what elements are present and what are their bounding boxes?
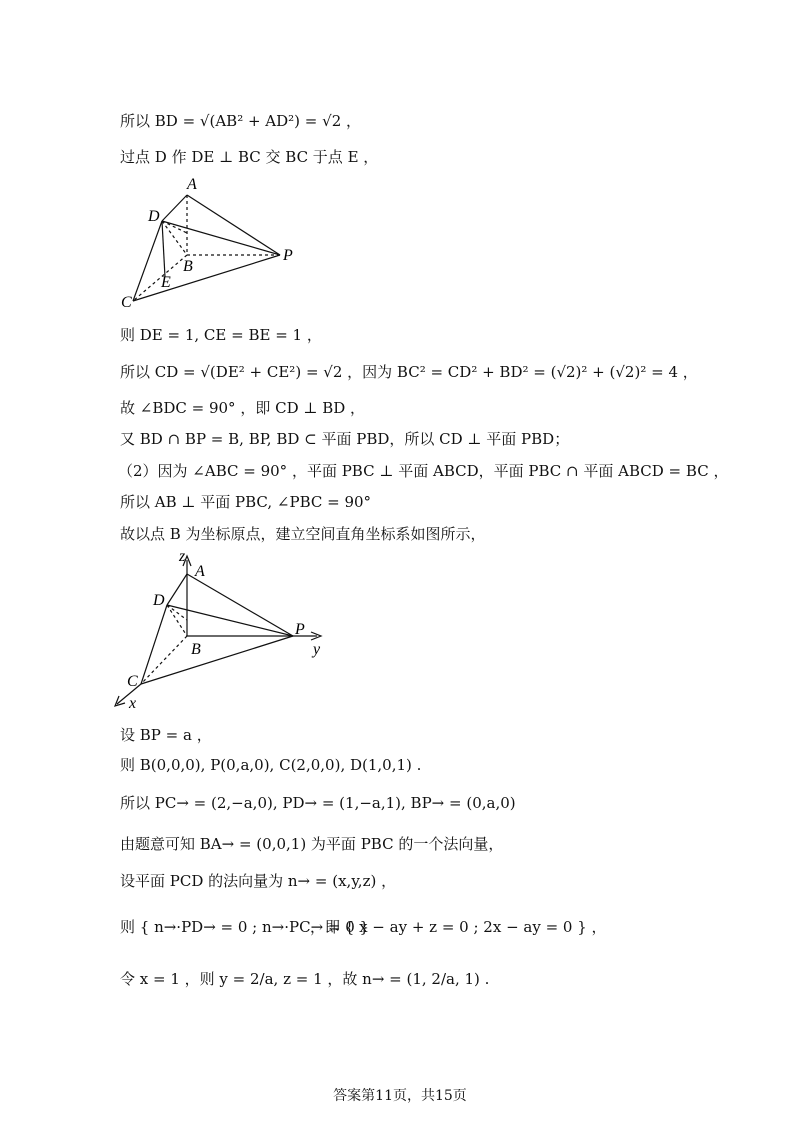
text-line-8: 所以 AB ⊥ 平面 PBC, ∠PBC = 90° <box>120 493 372 511</box>
label-B: B <box>191 641 201 658</box>
page-footer: 答案第11页，共15页 <box>333 1088 467 1104</box>
text-line-2: 过点 D 作 DE ⊥ BC 交 BC 于点 E ， <box>120 148 379 166</box>
text-line-11: 则 B(0,0,0), P(0,a,0), C(2,0,0), D(1,0,1) . <box>120 756 422 774</box>
text-line-10: 设 BP = a ， <box>120 726 212 744</box>
text-line-6: 又 BD ∩ BP = B, BP, BD ⊂ 平面 PBD，所以 CD ⊥ 平面 PBD； <box>120 430 570 448</box>
label-x: x <box>129 695 137 712</box>
text-line-4: 所以 CD = √(DE² + CE²) = √2 ，因为 BC² = CD² + BD² = (√2)² + (√2)² = 4 ， <box>120 363 698 381</box>
label-A: A <box>195 563 205 580</box>
text-line-12: 所以 PC→ = (2,−a,0), PD→ = (1,−a,1), BP→ = (0,a,0) <box>120 794 516 812</box>
label-P: P <box>283 247 293 264</box>
text-line-9: 故以点 B 为坐标原点，建立空间直角坐标系如图所示， <box>120 525 486 543</box>
text-line-1: 所以 BD = √(AB² + AD²) = √2 ， <box>120 112 362 130</box>
pyramid-figure-1 <box>115 175 315 310</box>
text-line-3: 则 DE = 1, CE = BE = 1 ， <box>120 326 322 344</box>
text-line-15a: 则 { n→·PD→ = 0 ; n→·PC→ = 0 } <box>120 918 370 936</box>
label-D: D <box>148 208 160 225</box>
label-z: z <box>179 548 186 565</box>
label-P: P <box>295 621 305 638</box>
label-C: C <box>121 294 132 310</box>
label-y: y <box>313 641 321 658</box>
label-B: B <box>183 258 193 275</box>
label-C: C <box>127 673 138 690</box>
label-E: E <box>161 274 171 291</box>
coordinate-figure-2 <box>105 548 335 713</box>
text-line-5: 故 ∠BDC = 90° ，即 CD ⊥ BD ， <box>120 399 366 417</box>
label-A: A <box>187 176 197 193</box>
text-line-15b: ，即 { x − ay + z = 0 ; 2x − ay = 0 } ， <box>310 918 607 936</box>
text-line-16: 令 x = 1 ，则 y = 2/a, z = 1 ，故 n→ = (1, 2/a, 1) . <box>120 970 490 988</box>
text-line-14: 设平面 PCD 的法向量为 n→ = (x,y,z) ， <box>120 872 397 890</box>
label-D: D <box>153 592 165 609</box>
text-line-13: 由题意可知 BA→ = (0,0,1) 为平面 PBC 的一个法向量， <box>120 835 504 853</box>
text-line-7: （2）因为 ∠ABC = 90° ，平面 PBC ⊥ 平面 ABCD，平面 PBC ∩ 平面 ABCD = BC ， <box>118 462 729 480</box>
